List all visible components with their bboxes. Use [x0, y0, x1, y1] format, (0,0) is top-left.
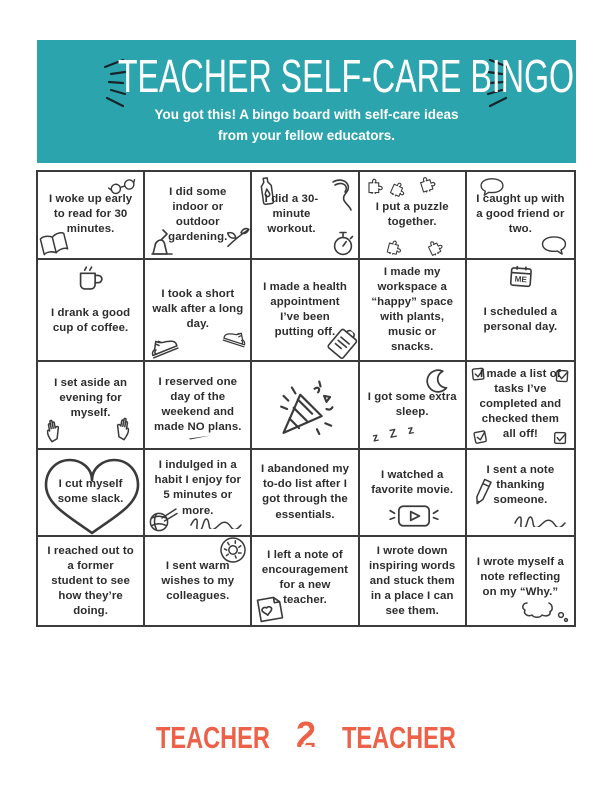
- bingo-cell: [38, 172, 145, 260]
- bingo-cell: [145, 260, 252, 362]
- bingo-cell: [145, 362, 252, 450]
- cell-text: I wrote down inspiring words and stuck them in a place I can see them.: [369, 544, 456, 617]
- cell-text: I abandoned my to-do list after I got through the essentials.: [260, 463, 350, 521]
- bingo-cell-free-space: [252, 362, 359, 450]
- puzzle-piece-icon: [366, 176, 384, 194]
- puzzle-piece-icon: [384, 236, 405, 257]
- cell-text: I woke up early to read for 30 minutes.: [49, 193, 133, 236]
- bingo-cell: [145, 172, 252, 260]
- speech-bubble-icon: [540, 235, 568, 256]
- bingo-cell: [360, 172, 467, 260]
- bingo-cell: [38, 537, 145, 625]
- sneaker-icon: [146, 331, 181, 361]
- bingo-cell: [467, 362, 574, 450]
- bingo-cell: [145, 537, 252, 625]
- cell-text: I reserved one day of the weekend and made NO plans.: [154, 375, 242, 433]
- cell-text: I made my workspace a “happy” space with plants, music or snacks.: [371, 265, 454, 353]
- bingo-cell: [467, 172, 574, 260]
- bingo-cell: [38, 450, 145, 538]
- bingo-cell: [252, 537, 359, 625]
- cell-text: I got some extra sleep.: [367, 390, 457, 418]
- bingo-cell: [360, 450, 467, 538]
- subtitle-line-2: from your fellow educators.: [217, 127, 396, 143]
- cell-text: I put a puzzle together.: [375, 200, 449, 228]
- bingo-cell: [467, 450, 574, 538]
- coffee-mug-icon: [76, 264, 108, 291]
- cell-text: I watched a favorite movie.: [371, 469, 454, 497]
- logo-word-left: TEACHER: [156, 719, 271, 755]
- bingo-cell: [467, 260, 574, 362]
- puzzle-piece-icon: [387, 177, 409, 199]
- cell-text: I scheduled a personal day.: [483, 305, 558, 333]
- cell-text: I cut myself some slack.: [57, 478, 124, 506]
- bingo-cell: [252, 172, 359, 260]
- bingo-cell: [360, 260, 467, 362]
- logo-number: 2: [295, 714, 317, 755]
- bingo-cell: [38, 260, 145, 362]
- cell-text: I did some indoor or outdoor gardening.: [168, 185, 228, 243]
- bingo-cell: [38, 362, 145, 450]
- svg-text:ME: ME: [514, 274, 527, 285]
- logo-number-2-arrows-icon: [290, 714, 322, 755]
- puzzle-piece-icon: [415, 172, 438, 195]
- cell-text: I wrote myself a note reflecting on my “Why.”: [476, 555, 564, 598]
- page-title: TEACHER SELF-CARE BINGO: [117, 50, 575, 102]
- cell-text: I made a list of tasks I’ve completed and checked them all off!: [479, 368, 562, 441]
- cell-text: I sent warm wishes to my colleagues.: [161, 559, 235, 602]
- bingo-cell: [145, 450, 252, 538]
- bingo-cell: [360, 537, 467, 625]
- header-banner: [37, 40, 576, 163]
- puzzle-piece-icon: [423, 235, 446, 258]
- cell-text: I reached out to a former student to see how they’re doing.: [47, 544, 134, 617]
- zzz-letters: z Z z: [370, 421, 419, 445]
- bingo-cell: [252, 450, 359, 538]
- cell-text: I made a health appointment I’ve been putting off.: [263, 280, 347, 338]
- play-button-icon: [388, 503, 440, 529]
- teacher2teacher-logo: [0, 716, 612, 758]
- cell-text: I set aside an evening for myself.: [54, 377, 128, 420]
- stopwatch-icon: [331, 230, 355, 256]
- logo-word-right: TEACHER: [341, 719, 456, 755]
- signature-squiggle-icon: [512, 513, 568, 527]
- subtitle-line-1: You got this! A bingo board with self-care ideas: [154, 107, 459, 123]
- logo-arrows-icon: [290, 720, 322, 754]
- cell-text: I drank a good cup of coffee.: [50, 306, 131, 334]
- me-calendar-icon: [506, 262, 536, 290]
- bingo-cell: [252, 260, 359, 362]
- bingo-cell: [360, 362, 467, 450]
- jump-rope-icon: [328, 178, 354, 212]
- cell-text: I sent a note thanking someone.: [486, 463, 555, 506]
- cell-text: I indulged in a habit I enjoy for 5 minutes or more.: [154, 459, 242, 517]
- cell-text: I left a note of encouragement for a new teacher.: [261, 549, 349, 607]
- cell-text: I did a 30-minute workout.: [264, 193, 319, 236]
- bingo-cell: [467, 537, 574, 625]
- party-popper-icon: [274, 378, 336, 440]
- cell-text: I took a short walk after a long day.: [152, 288, 244, 331]
- cell-text: I caught up with a good friend or two.: [476, 193, 565, 236]
- bingo-board: [36, 170, 576, 627]
- thought-bubble-icon: [521, 599, 569, 623]
